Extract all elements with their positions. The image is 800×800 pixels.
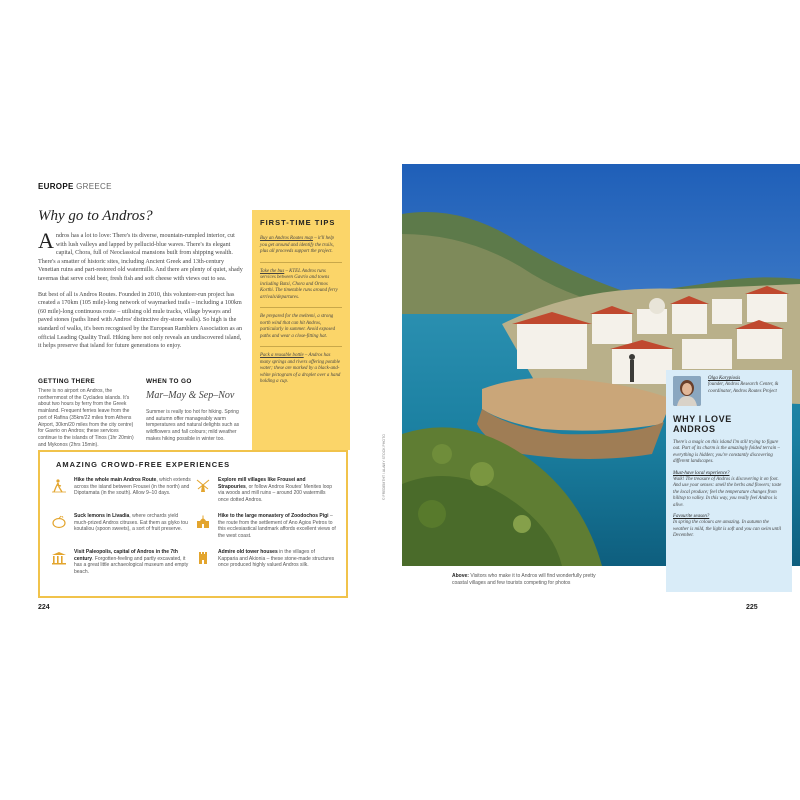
monastery-icon: [194, 515, 212, 529]
tip-item: Be prepared for the meltemi, a strong north wind that can hit Andros, particularly in summer. Avoid exposed paths and wear a close-fitting hat.: [260, 314, 342, 347]
experiences-right-column: [194, 477, 336, 585]
left-page: [38, 182, 380, 622]
article-title: Why go to Andros?: [38, 208, 153, 224]
avatar: [673, 376, 701, 406]
tip-item: Pack a reusable bottle – Andros has many springs and rivers offering potable water; these are marked by a black-and-white pictogram of a droplet over a hand holding a cup.: [260, 353, 341, 384]
experiences-left-column: [50, 477, 192, 585]
intro-paragraph-2: But best of all is Andros Routes. Founded in 2010, this volunteer-run project has created a 170km (105 mile)-long network of waymarked trails – including a 100km (60 mile)-long continuous route – utilising old mule tracks, village byways and paved stones (paths lined with Andros' distinctive dry-stone walls). So high is the standard of walks, it's been recognised by the European Ramblers Association as an official Leading Quality Trail. Hiking here not only reveals an undiscovered island, it helps preserve that island for future generations to enjoy.: [38, 291, 243, 350]
why-i-love-heading: WHY I LOVE ANDROS: [673, 414, 732, 434]
tower-house-icon: [194, 551, 212, 565]
temple-ruins-icon: [50, 551, 68, 565]
contributor-credit: [708, 376, 784, 395]
intro-text: [38, 228, 246, 358]
tips-heading: FIRST-TIME TIPS: [260, 218, 336, 227]
when-to-go-season: Mar–May & Sep–Nov: [146, 390, 235, 401]
contributor-name: Olga Karypiosis: [708, 376, 741, 381]
contributor-role: founder, Andros Research Center, & coordinator, Andros Routes Project: [708, 382, 779, 394]
section-country: GREECE: [76, 182, 112, 191]
experience-item: Suck lemons in Livadia, where orchards yield much-prized Andros citruses. Eat them as glyko tou koutaliou (spoon sweets), a sort of fruit preserve.: [50, 513, 192, 543]
lemon-icon: [50, 515, 68, 529]
experience-item: Hike to the large monastery of Zoodochos Pigi – the route from the settlement of Ano Agios Petros to this ecclesiastical landmark affords excellent views of the west coast.: [194, 513, 336, 543]
when-to-go-text: Summer is really too hot for hiking. Spring and autumn offer manageably warm temperatures and natural delights such as wildflowers and fall colours; mild weather makes hiking possible in winter too.: [146, 409, 240, 442]
when-to-go-heading: WHEN TO GO: [146, 378, 192, 385]
intro-paragraph-1: Andros has a lot to love: There's its diverse, mountain-rumpled interior, cut with lush valleys and lapped by pellucid-blue waves. There's its elegant capital, Chora, full of Neoclassical mansions built from shipping wealth. There's a smatter of historic sites, including Ancient Greek and 13th-century Venetian ruins and part-restored old watermills. And there are plenty of quiet, shady tavernas that serve cold beer, fresh fish and soft cheese with views out to sea.: [38, 228, 243, 282]
page-number-left: 224: [38, 604, 50, 611]
tip-item: Buy an Andros Routes map – it'll help you get around and identify the trails, plus all proceeds support the project.: [260, 236, 342, 263]
page-number-right: 225: [746, 604, 758, 611]
experiences-grid: [50, 477, 336, 585]
question: Favourite season?: [673, 514, 710, 520]
section-label: [38, 182, 112, 191]
experience-item: Explore mill villages like Frousei and Strapouries, or follow Andros Routes' Menites loop via woods and mill ruins – around 200 watermills once dotted Andros.: [194, 477, 336, 507]
question: Must-have local experience?: [673, 470, 730, 476]
experience-item: Hike the whole main Andros Route, which extends across the island between Frousei (in the north) and Dipotamata (in the south). Allow 9–10 days.: [50, 477, 192, 507]
portrait-photo: [673, 376, 701, 406]
windmill-icon: [194, 479, 212, 493]
first-time-tips-box: [252, 210, 350, 450]
getting-there-heading: GETTING THERE: [38, 378, 96, 385]
experience-item: Visit Paleopolis, capital of Andros in the 7th century. Forgotten-feeling and partly excavated, it has a great little archaeological museum and empty beach.: [50, 549, 192, 579]
getting-there-text: There is no airport on Andros, the northernmost of the Cyclades islands. It's about two hours by ferry from the Greek mainland. Frequent ferries leave from the port of Rafina (35km/22 miles from Athens Airport, 30km/20 miles from the city centre) for Gavrio on Andros; these services continue to the islands of Tinos (1hr 20min) and Mykonos (2hrs 15min).: [38, 388, 134, 448]
tip-item: Take the bus – KTEL Andros runs services between Gavrio and towns including Batsi, Chora and Ormos Korthi. The timetable runs around ferry arrivals/departures.: [260, 269, 342, 309]
getting-there: [38, 378, 136, 448]
hiker-icon: [50, 479, 68, 493]
experiences-heading: AMAZING CROWD-FREE EXPERIENCES: [56, 460, 231, 469]
section-region: EUROPE: [38, 182, 74, 191]
why-i-love-body: There's a magic on this island I'm still trying to figure out. Part of its charm is the amazingly folded terrain – everything is hidden; you're constantly discovering different landscapes. Must-have local experience? Walk! The treasure of Andros is discovering it on foot. And use your senses: smell the herbs and flowers; taste the local produce; feel the temperature changes from hilltop to valley. In this way, you really feel Andros is alive. Favourite season? In spring the colours are amazing. In autumn the weather is mild, the light is soft and you can swim until December.: [673, 440, 782, 539]
crowd-free-experiences-box: [38, 450, 348, 598]
photo-credit: © FREDEMTHT / ALAMY STOCK PHOTO: [382, 434, 386, 500]
when-to-go: [146, 378, 244, 443]
photo-caption: Above: Visitors who make it to Andros will find wonderfully pretty coastal villages and few tourists competing for photos: [452, 573, 596, 586]
dropcap: A: [38, 228, 54, 253]
why-i-love-andros-box: [666, 370, 792, 592]
experience-item: Admire old tower houses in the villages of Kapparia and Akionia – these stone-made structures once produced highly valued Andros silk.: [194, 549, 336, 579]
